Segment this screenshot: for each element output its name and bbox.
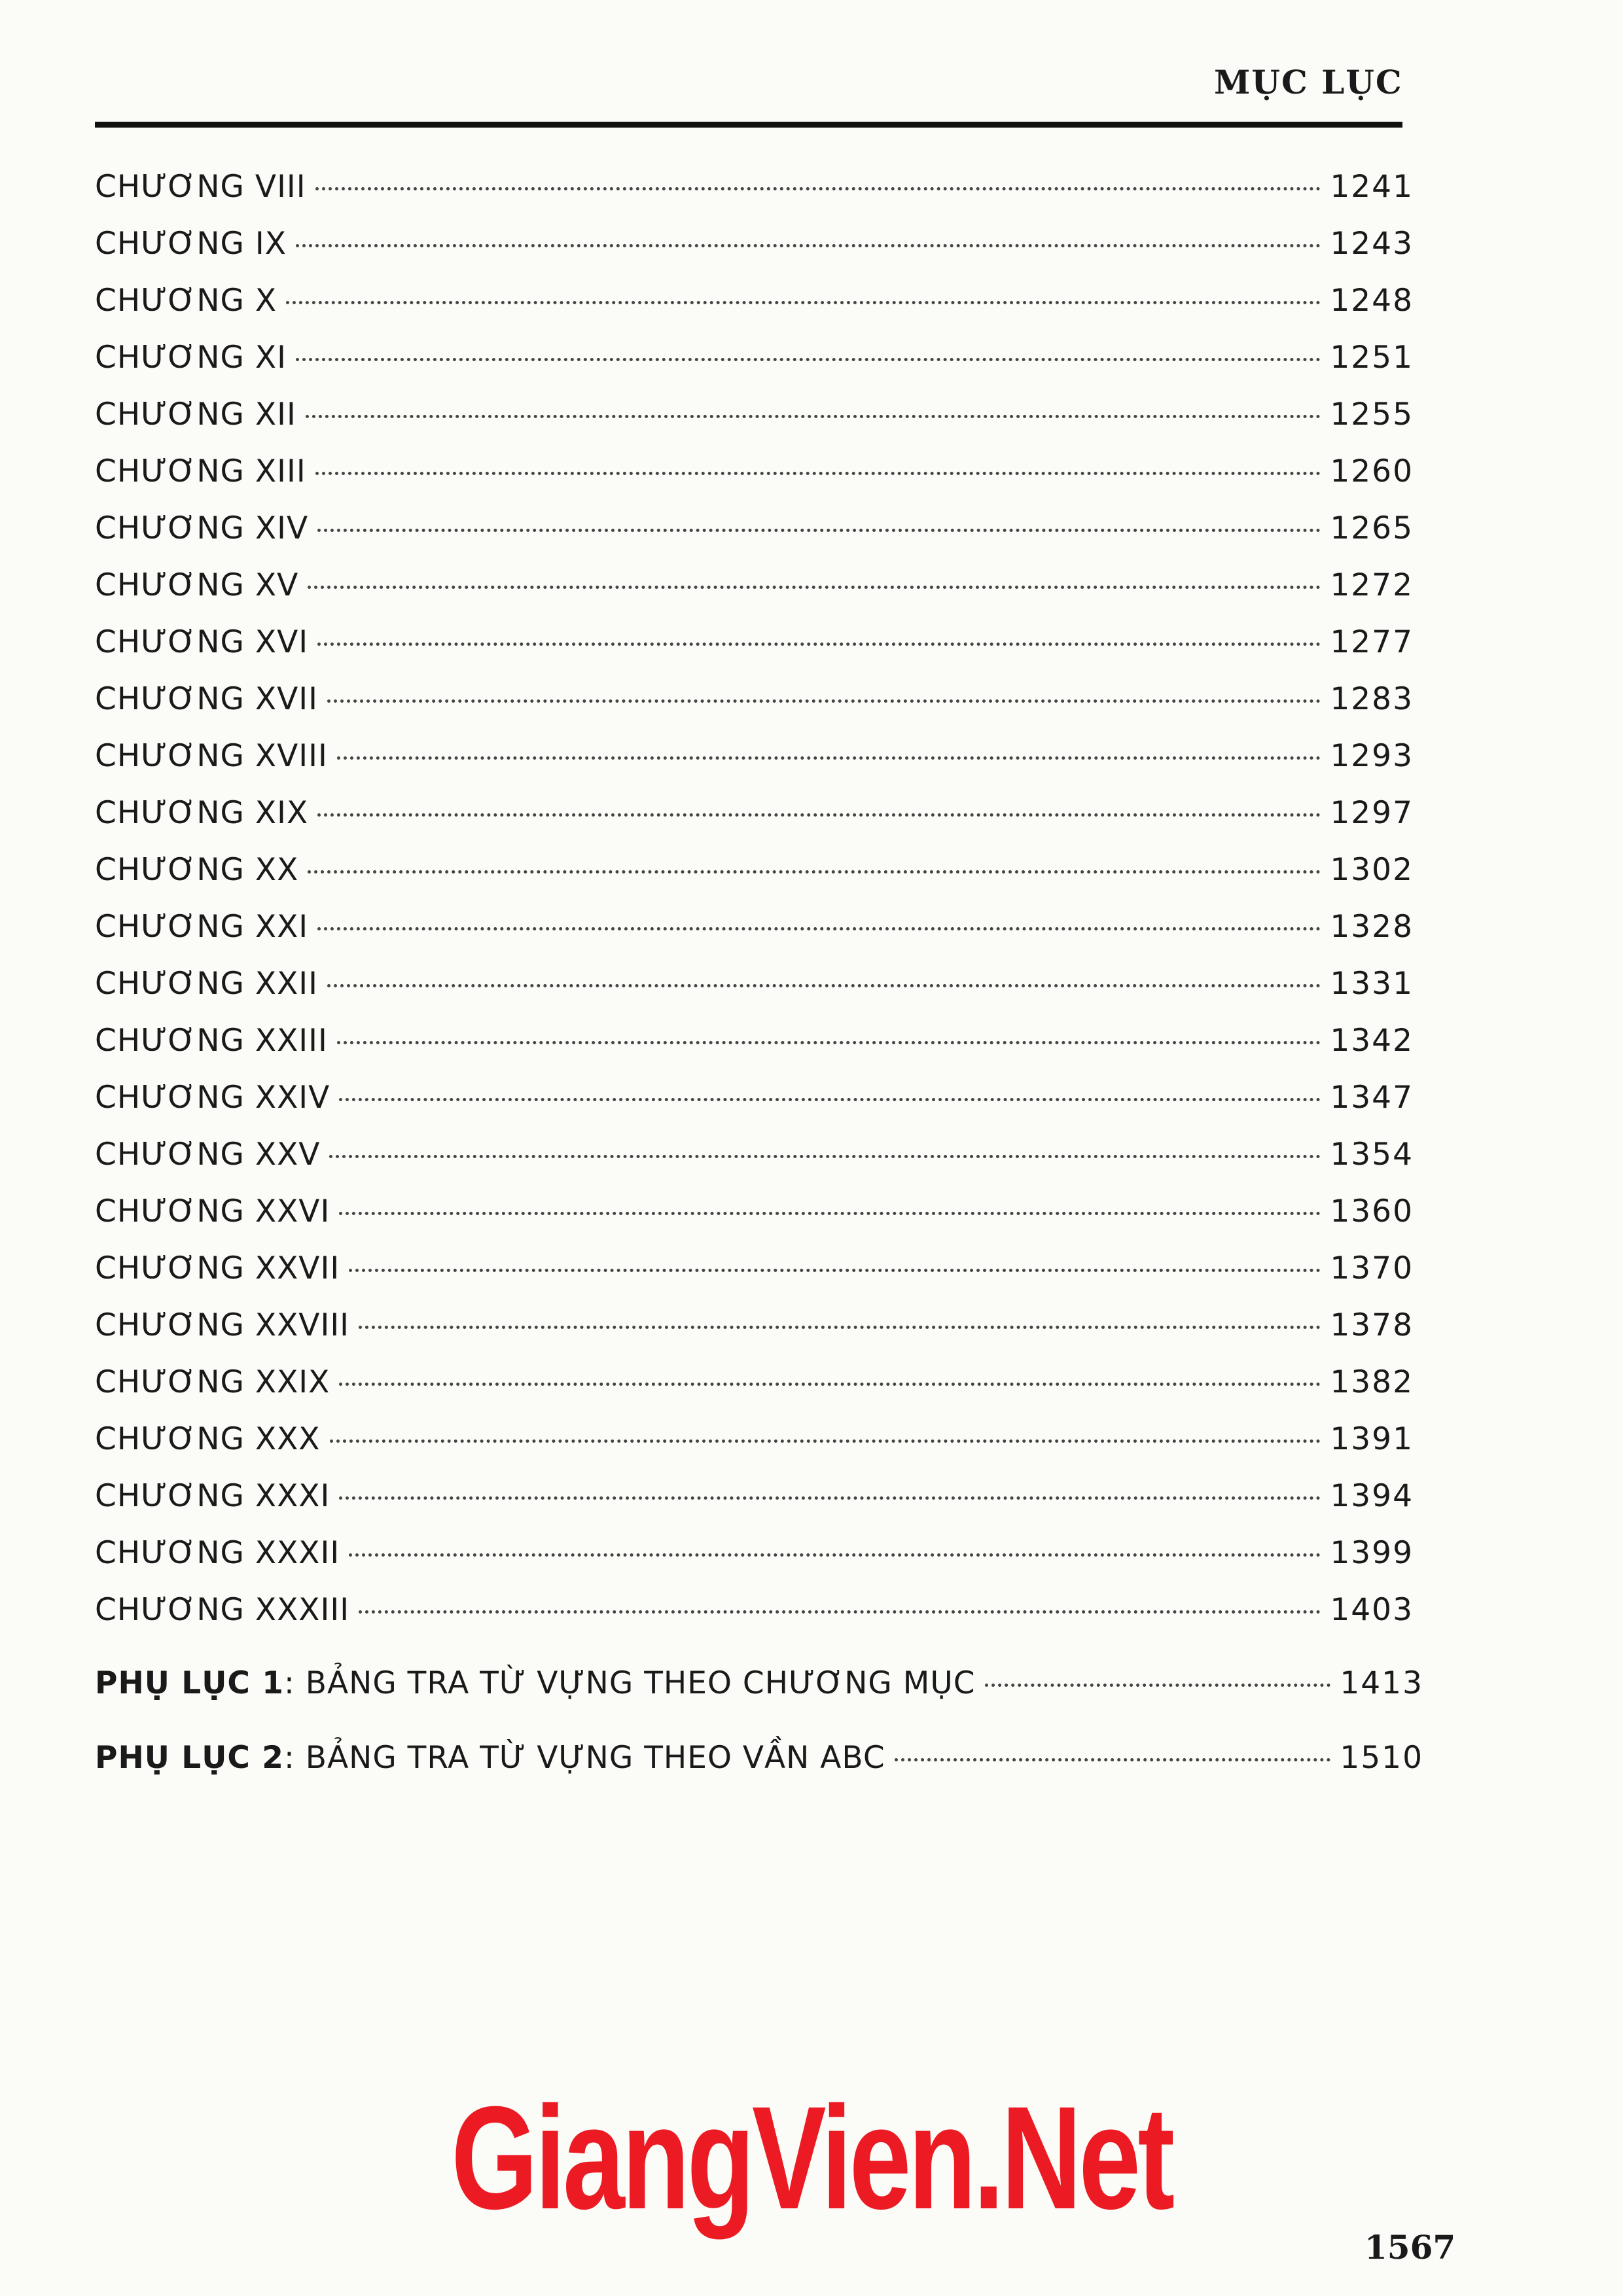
- toc-entry-label: CHƯƠNG XXIII: [95, 1023, 328, 1059]
- header-rule: [95, 122, 1402, 128]
- toc-entry-label: CHƯƠNG XVIII: [95, 738, 328, 774]
- dot-leader: [339, 1098, 1321, 1101]
- toc-entry[interactable]: [95, 1307, 1414, 1364]
- toc-entry-page: 1394: [1330, 1478, 1414, 1514]
- dot-leader: [315, 187, 1321, 190]
- toc-entry-page: 1378: [1330, 1307, 1414, 1343]
- toc-entry[interactable]: [95, 1421, 1414, 1478]
- toc-entry[interactable]: [95, 510, 1414, 567]
- toc-entry[interactable]: [95, 1080, 1414, 1137]
- toc-entry[interactable]: [95, 1364, 1414, 1421]
- toc-entry-page: 1370: [1330, 1250, 1414, 1286]
- dot-leader: [327, 699, 1321, 703]
- dot-leader: [296, 244, 1321, 247]
- toc-entry-label: CHƯƠNG XII: [95, 397, 296, 433]
- toc-entry-page: 1331: [1330, 966, 1414, 1002]
- appendix-title: : BẢNG TRA TỪ VỰNG THEO VẦN ABC: [283, 1740, 885, 1776]
- dot-leader: [985, 1684, 1331, 1687]
- toc-entry-label: CHƯƠNG XXVII: [95, 1250, 340, 1286]
- toc-entry-page: 1283: [1330, 681, 1414, 717]
- toc-entry-label: CHƯƠNG XI: [95, 340, 287, 376]
- toc-list: [95, 169, 1414, 1649]
- toc-entry-label: CHƯƠNG XXIX: [95, 1364, 330, 1400]
- toc-entry[interactable]: [95, 1250, 1414, 1307]
- toc-entry-page: 1328: [1330, 909, 1414, 945]
- toc-entry-page: 1302: [1330, 852, 1414, 888]
- toc-entry[interactable]: [95, 397, 1414, 453]
- toc-entry-label: CHƯƠNG XXXII: [95, 1535, 340, 1571]
- dot-leader: [339, 1212, 1321, 1215]
- toc-entry-page: 1260: [1330, 453, 1414, 489]
- toc-entry-label: CHƯƠNG XXXI: [95, 1478, 330, 1514]
- toc-entry[interactable]: [95, 1592, 1414, 1649]
- toc-entry-page: 1360: [1330, 1193, 1414, 1229]
- dot-leader: [308, 586, 1321, 589]
- toc-entry-page: 1297: [1330, 795, 1414, 831]
- toc-entry-page: 1382: [1330, 1364, 1414, 1400]
- appendix-entry-label: [95, 1740, 885, 1776]
- toc-entry[interactable]: [95, 966, 1414, 1023]
- toc-entry[interactable]: [95, 909, 1414, 966]
- toc-entry-page: 1347: [1330, 1080, 1414, 1116]
- dot-leader: [315, 472, 1321, 475]
- dot-leader: [308, 870, 1321, 874]
- toc-entry-label: CHƯƠNG XXVI: [95, 1193, 330, 1229]
- toc-entry-label: CHƯƠNG XXXIII: [95, 1592, 350, 1628]
- toc-entry-page: 1248: [1330, 283, 1414, 319]
- toc-entry[interactable]: [95, 795, 1414, 852]
- dot-leader: [330, 1439, 1321, 1443]
- toc-entry[interactable]: [95, 340, 1414, 397]
- dot-leader: [329, 1155, 1321, 1158]
- toc-entry-label: CHƯƠNG XXV: [95, 1137, 321, 1173]
- toc-entry[interactable]: [95, 681, 1414, 738]
- dot-leader: [349, 1269, 1321, 1272]
- toc-entry-label: CHƯƠNG XXI: [95, 909, 309, 945]
- dot-leader: [339, 1383, 1321, 1386]
- toc-entry-label: CHƯƠNG XV: [95, 567, 299, 603]
- appendix-entry-page: 1413: [1340, 1665, 1423, 1701]
- toc-entry[interactable]: [95, 283, 1414, 340]
- toc-entry[interactable]: [95, 226, 1414, 283]
- toc-entry-page: 1403: [1330, 1592, 1414, 1628]
- toc-entry-label: CHƯƠNG XXX: [95, 1421, 321, 1457]
- toc-entry[interactable]: [95, 453, 1414, 510]
- toc-entry-page: 1399: [1330, 1535, 1414, 1571]
- dot-leader: [349, 1553, 1321, 1557]
- appendix-entry-label: [95, 1665, 976, 1701]
- appendix-prefix: PHỤ LỤC 1: [95, 1665, 284, 1701]
- toc-entry-page: 1277: [1330, 624, 1414, 660]
- watermark-logo: GiangVien.Net: [451, 2076, 1172, 2240]
- dot-leader: [317, 927, 1321, 930]
- toc-entry[interactable]: [95, 738, 1414, 795]
- dot-leader: [339, 1496, 1321, 1500]
- toc-entry[interactable]: [95, 1478, 1414, 1535]
- dot-leader: [337, 1041, 1321, 1044]
- dot-leader: [895, 1758, 1331, 1761]
- toc-entry-page: 1391: [1330, 1421, 1414, 1457]
- toc-entry-label: CHƯƠNG XIII: [95, 453, 306, 489]
- toc-entry[interactable]: [95, 1535, 1414, 1592]
- appendix-entry[interactable]: [95, 1665, 1423, 1724]
- dot-leader: [286, 301, 1321, 304]
- dot-leader: [296, 358, 1321, 361]
- toc-entry-page: 1293: [1330, 738, 1414, 774]
- toc-entry[interactable]: [95, 1023, 1414, 1080]
- toc-entry-label: CHƯƠNG IX: [95, 226, 287, 262]
- toc-entry-label: CHƯƠNG XVII: [95, 681, 318, 717]
- toc-entry[interactable]: [95, 1193, 1414, 1250]
- dot-leader: [317, 643, 1321, 646]
- appendix-entry-page: 1510: [1340, 1740, 1423, 1776]
- toc-entry-page: 1272: [1330, 567, 1414, 603]
- dot-leader: [359, 1610, 1321, 1614]
- toc-entry-page: 1265: [1330, 510, 1414, 546]
- toc-entry-label: CHƯƠNG XIX: [95, 795, 309, 831]
- toc-entry[interactable]: [95, 624, 1414, 681]
- appendix-title: : BẢNG TRA TỪ VỰNG THEO CHƯƠNG MỤC: [283, 1665, 976, 1701]
- page-header-title: MỤC LỤC: [1214, 63, 1403, 101]
- toc-entry-page: 1241: [1330, 169, 1414, 205]
- toc-entry-label: CHƯƠNG XVI: [95, 624, 309, 660]
- toc-entry[interactable]: [95, 1137, 1414, 1193]
- toc-entry[interactable]: [95, 852, 1414, 909]
- toc-entry-page: 1342: [1330, 1023, 1414, 1059]
- appendix-list: [95, 1665, 1423, 1799]
- dot-leader: [317, 813, 1321, 817]
- toc-entry-label: CHƯƠNG XXII: [95, 966, 319, 1002]
- toc-entry[interactable]: [95, 567, 1414, 624]
- toc-entry-label: CHƯƠNG XXIV: [95, 1080, 330, 1116]
- toc-entry-label: CHƯƠNG XX: [95, 852, 299, 888]
- toc-entry-label: CHƯƠNG XIV: [95, 510, 309, 546]
- toc-entry[interactable]: [95, 169, 1414, 226]
- dot-leader: [317, 529, 1321, 532]
- appendix-entry[interactable]: [95, 1740, 1423, 1799]
- dot-leader: [359, 1326, 1321, 1329]
- dot-leader: [327, 984, 1321, 987]
- toc-entry-label: CHƯƠNG XXVIII: [95, 1307, 350, 1343]
- dot-leader: [306, 415, 1321, 418]
- toc-entry-page: 1251: [1330, 340, 1414, 376]
- toc-entry-label: CHƯƠNG X: [95, 283, 277, 319]
- dot-leader: [337, 756, 1321, 760]
- toc-entry-page: 1354: [1330, 1137, 1414, 1173]
- toc-entry-page: 1255: [1330, 397, 1414, 433]
- appendix-prefix: PHỤ LỤC 2: [95, 1740, 284, 1776]
- toc-entry-page: 1243: [1330, 226, 1414, 262]
- page-number: 1567: [1364, 2228, 1456, 2267]
- toc-entry-label: CHƯƠNG VIII: [95, 169, 306, 205]
